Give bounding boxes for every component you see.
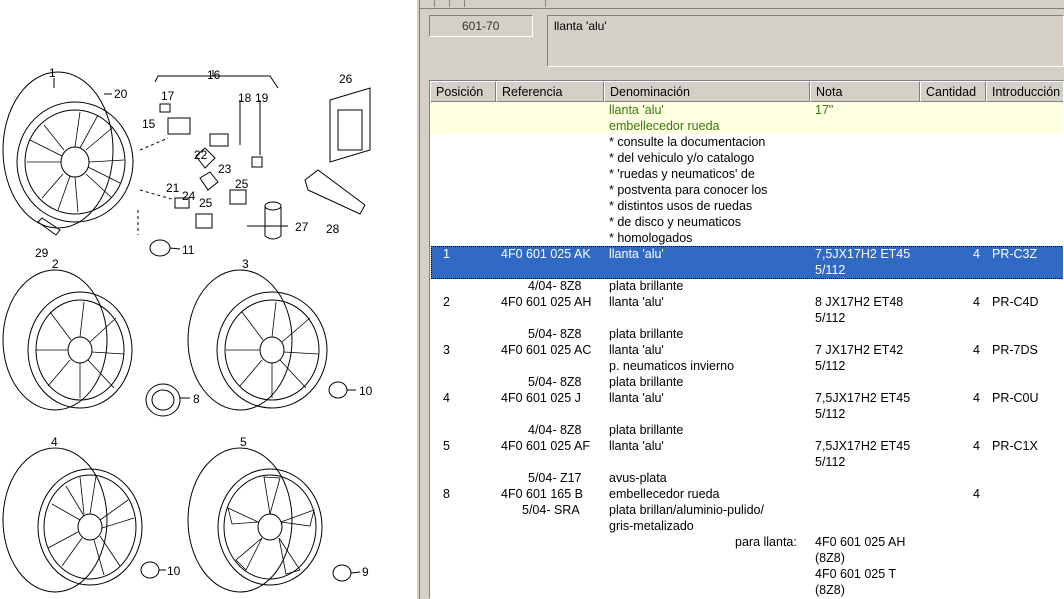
table-header [430,81,1064,102]
table-cell-den: llanta 'alu' [609,391,664,405]
callout-20: 20 [114,87,128,101]
table-cell-ref: 4F0 601 025 AC [501,343,592,357]
table-cell-den: * consulte la documentacion [609,135,766,149]
callout-22: 22 [194,148,208,162]
table-cell-ref: 4F0 601 025 AF [501,439,590,453]
table-cell-ref: 5/04- 8Z8 [528,327,582,341]
group-description-field: llanta 'alu' [547,15,1064,67]
column-header-denominacion[interactable]: Denominación [604,81,810,102]
table-cell-den: embellecedor rueda [609,119,720,133]
table-cell-cant: 4 [973,343,980,357]
table-cell-den: plata brillante [609,327,684,341]
callout-25a: 25 [235,177,249,191]
table-cell-cant: 4 [973,487,980,501]
callout-9: 9 [362,565,369,579]
table-cell-den: llanta 'alu' [609,343,664,357]
callout-10b: 10 [167,564,181,578]
table-cell-den: llanta 'alu' [609,103,664,117]
table-cell-den: llanta 'alu' [609,247,664,261]
table-cell-den: plata brillante [609,375,684,389]
table-cell-nota: 5/112 [815,263,846,277]
table-cell-nota: 7 JX17H2 ET42 [815,343,904,357]
parts-diagram [0,0,416,599]
table-cell-ref: 4/04- 8Z8 [528,279,582,293]
column-header-nota[interactable]: Nota [810,81,920,102]
table-cell-ref: 4F0 601 025 AK [501,247,591,261]
table-cell-pos: 2 [443,295,450,309]
column-header-cantidad[interactable]: Cantidad [920,81,986,102]
table-cell-pos: 8 [443,487,450,501]
table-cell-cant: 4 [973,295,980,309]
table-cell-den: plata brillante [609,423,684,437]
callout-4: 4 [51,435,58,449]
table-cell-den: avus-plata [609,471,667,485]
callout-19: 19 [255,91,269,105]
table-cell-ref: 5/04- SRA [522,503,580,517]
callout-5: 5 [240,435,247,449]
callout-17: 17 [161,89,175,103]
table-cell-cant: 4 [973,391,980,405]
callout-25b: 25 [199,196,213,210]
callout-29: 29 [35,246,49,260]
table-cell-nota: 5/112 [815,311,846,325]
callout-11: 11 [182,243,195,257]
table-cell-intro: PR-C1X [992,439,1038,453]
table-cell-ref: 4/04- 8Z8 [528,423,582,437]
table-cell-cant: 4 [973,247,980,261]
table-cell-pos: 4 [443,391,450,405]
table-cell-nota: 5/112 [815,455,846,469]
table-cell-den: llanta 'alu' [609,295,664,309]
callout-1: 1 [49,66,56,80]
table-cell-nota: 5/112 [815,407,846,421]
table-cell-cant: 4 [973,439,980,453]
table-cell-nota: 5/112 [815,359,846,373]
table-cell-nota: 8 JX17H2 ET48 [815,295,904,309]
info-row-highlight [430,102,1064,134]
callout-26: 26 [339,72,353,86]
table-cell-den: plata brillante [609,279,684,293]
callout-3: 3 [242,257,249,271]
table-cell-den: p. neumaticos invierno [609,359,735,373]
table-cell-ref: 5/04- 8Z8 [528,375,582,389]
table-cell-den: * postventa para conocer los [609,183,768,197]
table-cell-den: llanta 'alu' [609,439,664,453]
column-header-posicion[interactable]: Posición [430,81,496,102]
wheel-illustration [0,0,416,599]
callout-10a: 10 [359,384,373,398]
table-cell-intro: PR-C0U [992,391,1039,405]
table-cell-den: para llanta: [735,535,797,549]
table-cell-pos: 5 [443,439,450,453]
group-code-field: 601-70 [429,15,533,37]
table-cell-nota: 4F0 601 025 AH [815,535,906,549]
table-cell-intro: PR-C3Z [992,247,1038,261]
callout-18: 18 [238,91,252,105]
callout-2: 2 [52,257,59,271]
table-cell-nota: 4F0 601 025 T [815,567,897,581]
table-cell-den: * homologados [609,231,693,245]
callout-24: 24 [182,189,196,203]
table-cell-den: plata brillan/aluminio-pulido/ [609,503,764,517]
table-cell-intro: PR-C4D [992,295,1039,309]
table-cell-intro: PR-7DS [992,343,1038,357]
callout-27: 27 [295,220,309,234]
table-cell-den: * de disco y neumaticos [609,215,742,229]
top-toolbar-strip [420,0,1064,9]
table-cell-nota: 17" [815,103,834,117]
callout-28: 28 [326,222,340,236]
column-header-referencia[interactable]: Referencia [496,81,604,102]
table-cell-nota: (8Z8) [815,583,845,597]
table-cell-nota: 7,5JX17H2 ET45 [815,247,911,261]
table-cell-den: * del vehiculo y/o catalogo [609,151,755,165]
callout-8: 8 [193,392,200,406]
table-cell-ref: 4F0 601 025 J [501,391,581,405]
column-header-introduccion[interactable]: Introducción [986,81,1064,102]
table-cell-pos: 1 [443,247,450,261]
table-cell-pos: 3 [443,343,450,357]
table-cell-nota: 7,5JX17H2 ET45 [815,439,911,453]
parts-panel [420,0,1064,599]
callout-23: 23 [218,162,232,176]
table-cell-den: * distintos usos de ruedas [609,199,753,213]
table-cell-den: gris-metalizado [609,519,694,533]
table-cell-ref: 4F0 601 025 AH [501,295,592,309]
table-cell-nota: (8Z8) [815,551,845,565]
table-cell-nota: 7,5JX17H2 ET45 [815,391,911,405]
table-cell-den: * 'ruedas y neumaticos' de [609,167,755,181]
table-cell-ref: 5/04- Z17 [528,471,582,485]
callout-15: 15 [142,117,156,131]
table-cell-ref: 4F0 601 165 B [501,487,584,501]
callout-21: 21 [166,181,180,195]
table-cell-den: embellecedor rueda [609,487,720,501]
parts-table [429,80,1064,599]
callout-16: 16 [207,68,221,82]
